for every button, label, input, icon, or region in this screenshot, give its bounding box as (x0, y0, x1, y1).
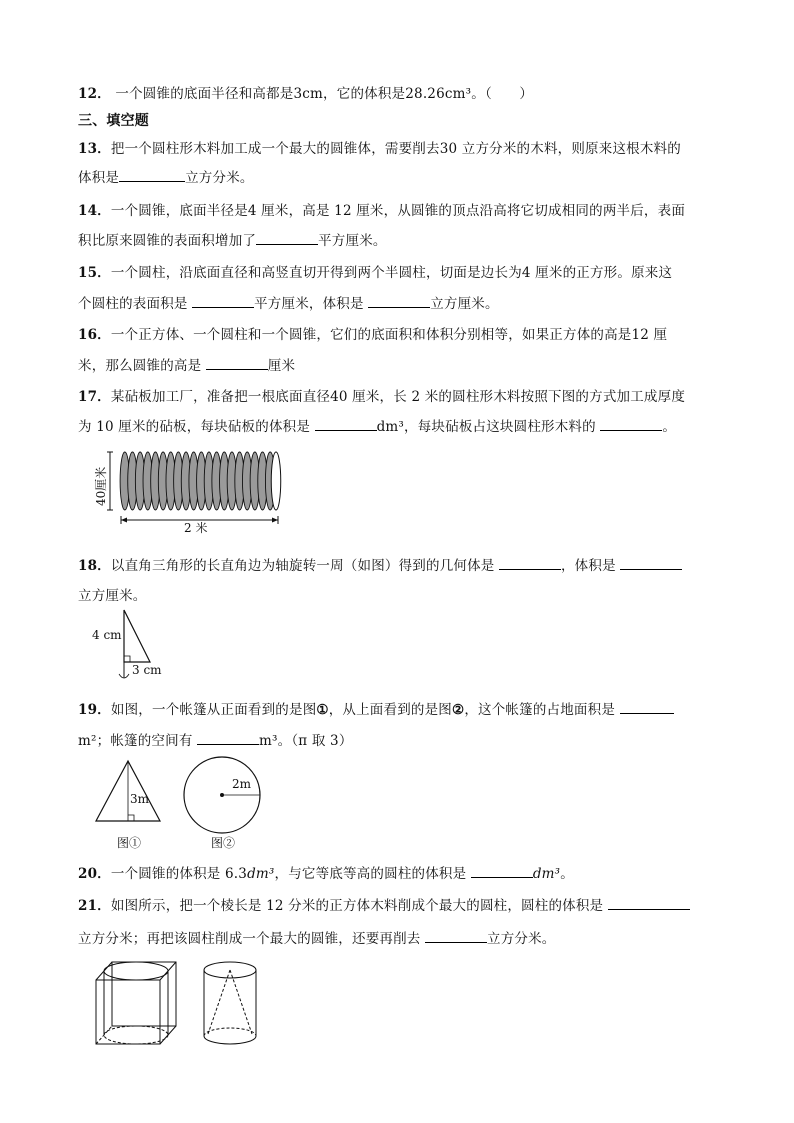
question-text: 立方分米；再把该圆柱削成一个最大的圆锥，还要再削去 (78, 931, 425, 947)
question-21 (78, 894, 690, 914)
question-20 (78, 862, 574, 882)
question-18-line2: 立方厘米。 (78, 588, 147, 604)
answer-blank[interactable] (608, 897, 690, 910)
answer-blank[interactable] (315, 418, 377, 431)
question-number: 14． (78, 203, 111, 219)
question-text: 平方厘米。 (318, 233, 387, 249)
answer-blank[interactable] (256, 232, 318, 245)
question-text: 立方分米。 (185, 170, 254, 186)
section-title: 三、填空题 (78, 113, 149, 129)
question-13-line2 (78, 166, 254, 186)
figure-caption-2: 图② (211, 836, 236, 850)
tent-height-label: 3m (130, 792, 150, 806)
question-text: 以直角三角形的长直角边为轴旋转一周（如图）得到的几何体是 (110, 558, 499, 574)
question-text: ，与它等底等高的圆柱的体积是 (274, 866, 471, 882)
tent-views-figure (92, 755, 272, 855)
question-16-line2 (78, 354, 295, 374)
question-text: 积比原来圆锥的表面积增加了 (78, 233, 257, 249)
question-text: ，体积是 (560, 558, 621, 574)
question-text: 把一个圆柱形木料加工成一个最大的圆锥体，需要削去30 立方分米的木料，则原来这根木料的 (110, 141, 681, 157)
horizontal-leg-label: 3 cm (132, 663, 162, 677)
question-text: m³。（π 取 3） (259, 733, 353, 749)
question-text: 立方厘米。 (430, 296, 499, 312)
answer-blank[interactable] (471, 865, 533, 878)
question-text: 一个圆锥的底面半径和高都是3cm，它的体积是28.26cm³。（ ） (115, 86, 534, 102)
unit: dm³ (532, 866, 561, 882)
question-text: 一个圆锥的体积是 6.3 (110, 866, 248, 882)
rotation-triangle-figure (88, 604, 188, 684)
question-number: 18． (78, 558, 111, 574)
question-text: 个圆柱的表面积是 (78, 296, 193, 312)
question-number: 19． (78, 702, 111, 718)
unit: dm³ (247, 866, 275, 882)
question-number: 12． (78, 86, 111, 102)
question-number: 16． (78, 327, 111, 343)
log-end-face (271, 452, 280, 510)
question-text: 平方厘米，体积是 (254, 296, 369, 312)
answer-blank[interactable] (620, 557, 682, 570)
question-16 (78, 323, 667, 343)
question-text: ，从上面看到的是图 (328, 702, 453, 718)
question-text: 一个圆柱，沿底面直径和高竖直切开得到两个半圆柱，切面是边长为4 厘米的正方形。原来这 (110, 265, 673, 281)
answer-blank[interactable] (192, 295, 254, 308)
answer-blank[interactable] (206, 357, 268, 370)
question-14-line2 (78, 229, 387, 249)
figure-ref-2: ② (452, 702, 465, 718)
question-15 (78, 261, 672, 281)
question-text: 一个正方体、一个圆柱和一个圆锥，它们的底面积和体积分别相等，如果正方体的高是12 厘 (110, 327, 668, 343)
question-14 (78, 199, 685, 219)
question-12 (78, 82, 533, 102)
answer-blank[interactable] (368, 295, 430, 308)
answer-blank[interactable] (499, 557, 561, 570)
question-text: 立方分米。 (487, 931, 556, 947)
answer-blank[interactable] (197, 732, 259, 745)
question-21-line2 (78, 927, 556, 947)
question-text: 。 (560, 866, 574, 882)
length-label: 2 米 (184, 521, 208, 535)
question-text: 体积是 (78, 170, 120, 186)
question-text: dm³，每块砧板占这块圆柱形木料的 (376, 419, 601, 435)
question-18 (78, 554, 682, 574)
answer-blank[interactable] (119, 169, 185, 182)
question-text: 如图，一个帐篷从正面看到的是图 (110, 702, 317, 718)
log-slices-figure (88, 444, 288, 534)
question-text: 如图所示，把一个棱长是 12 分米的正方体木料削成个最大的圆柱，圆柱的体积是 (110, 898, 608, 914)
question-19 (78, 698, 674, 718)
answer-blank[interactable] (600, 418, 662, 431)
figure-ref-1: ① (316, 702, 329, 718)
question-number: 13． (78, 141, 111, 157)
question-number: 21． (78, 898, 111, 914)
question-text: 厘米 (267, 358, 296, 374)
question-19-line2 (78, 729, 353, 749)
question-text: m²；帐篷的空间有 (78, 733, 198, 749)
question-15-line2 (78, 292, 499, 312)
question-number: 20． (78, 866, 111, 882)
question-number: 17． (78, 389, 111, 405)
answer-blank[interactable] (425, 930, 487, 943)
question-number: 15． (78, 265, 111, 281)
question-text: 。 (662, 419, 677, 435)
log-slices (120, 452, 281, 510)
question-13 (78, 137, 681, 157)
question-text: 为 10 厘米的砧板，每块砧板的体积是 (78, 419, 315, 435)
question-text: ，这个帐篷的占地面积是 (464, 702, 620, 718)
question-text: 一个圆锥，底面半径是4 厘米，高是 12 厘米，从圆锥的顶点沿高将它切成相同的两半后，表面 (110, 203, 686, 219)
radius-label: 2m (232, 777, 252, 791)
cube-with-cylinder (96, 962, 176, 1044)
answer-blank[interactable] (620, 701, 674, 714)
cube-cylinder-cone-figure (90, 958, 280, 1048)
figure-caption-1: 图① (117, 836, 142, 850)
question-text: 某砧板加工厂，准备把一根底面直径40 厘米，长 2 米的圆柱形木料按照下图的方式加工成厚度 (110, 389, 686, 405)
question-text: 米，那么圆锥的高是 (78, 358, 206, 374)
question-17 (78, 385, 685, 405)
vertical-leg-label: 4 cm (92, 628, 122, 642)
height-label: 40厘米 (94, 466, 108, 506)
cylinder-with-cone (204, 962, 256, 1044)
question-17-line2 (78, 415, 676, 435)
